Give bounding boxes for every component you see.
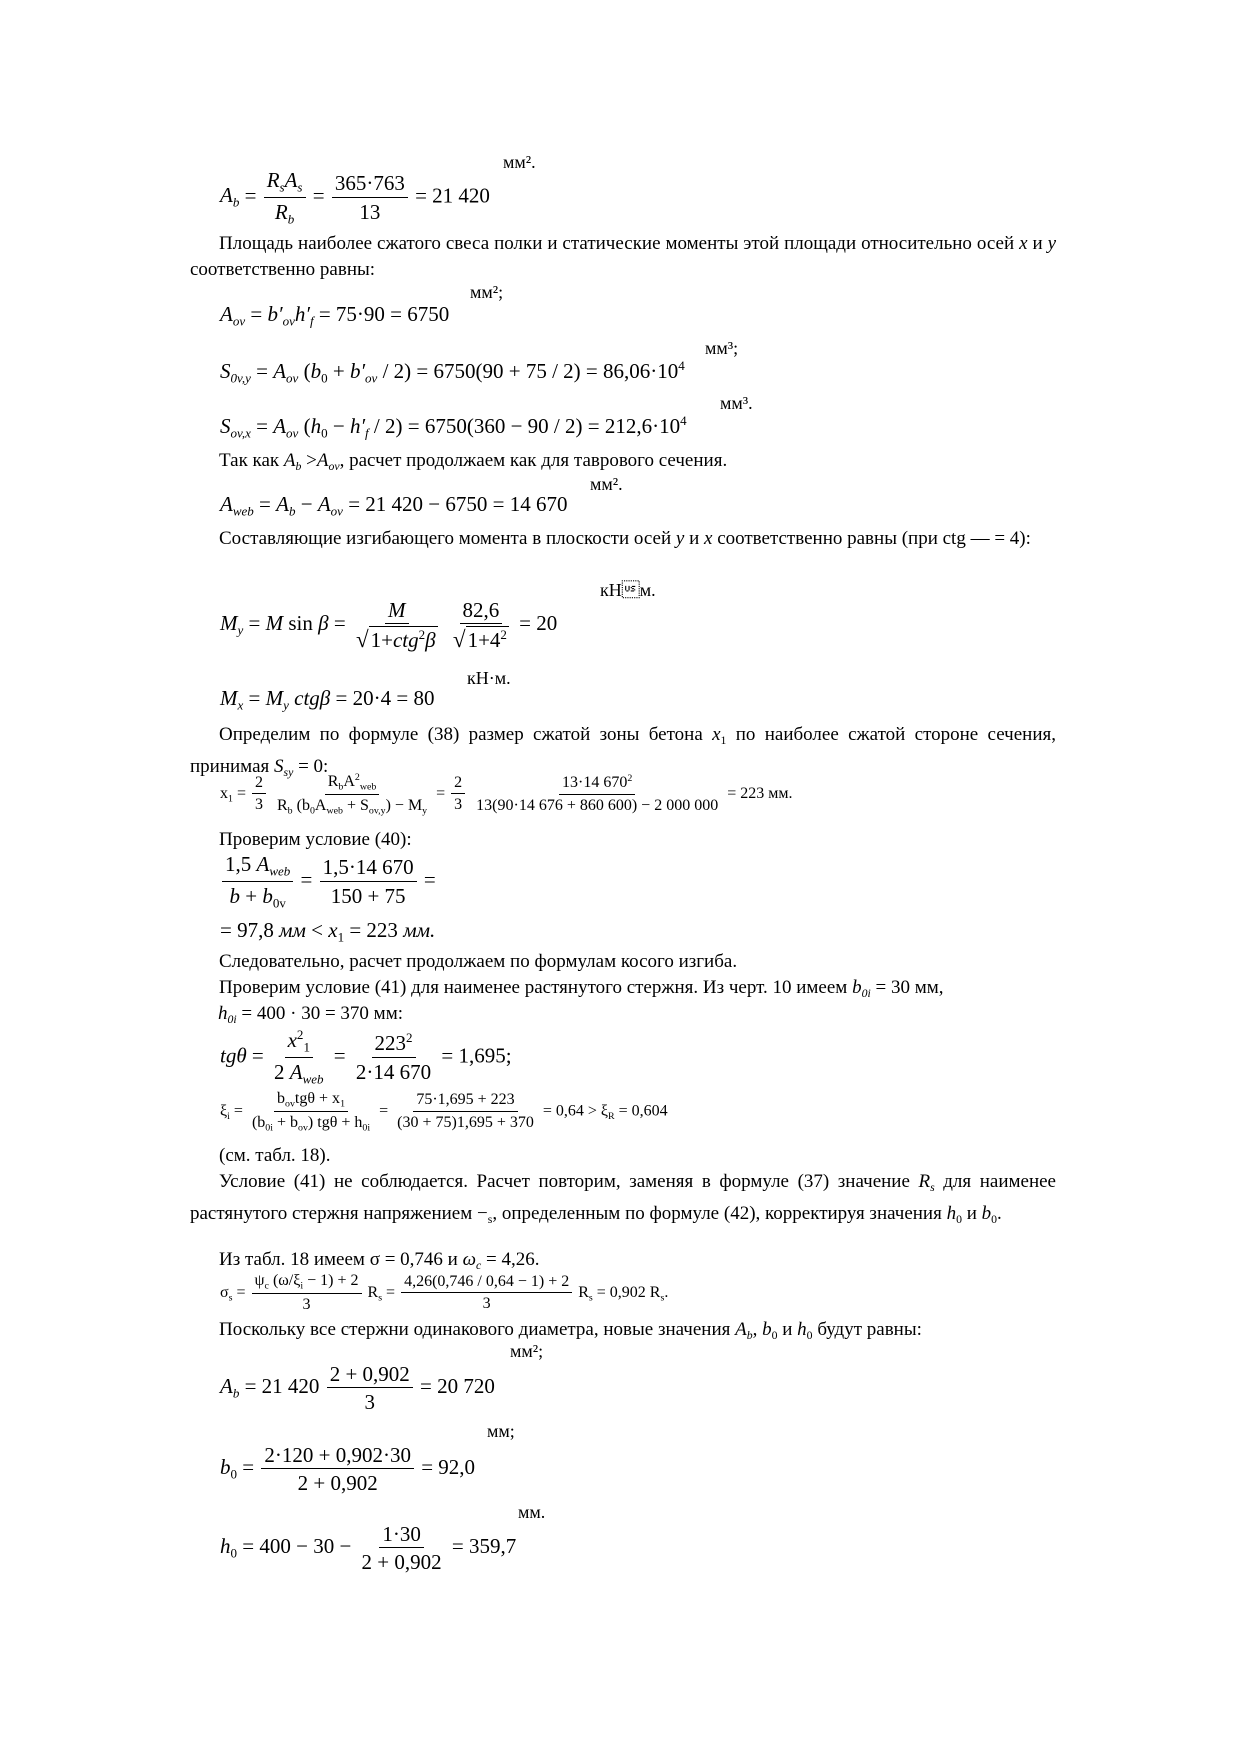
unit-label: мм²; [510, 1341, 544, 1361]
unit-label: кН м. [600, 580, 656, 600]
formula-aweb: $A_{web} = A_b - A_{ov} = 21$ 420 − 6750 = 14 670 [220, 492, 568, 519]
paragraph: Площадь наиболее сжатого свеса полки и статические моменты этой площади относительно осей x и y соответственно равны: [190, 233, 1056, 280]
formula-cond40: $\frac{1,5 A_{web}}{b + b_{0v}}$ = $\frac{1,5\cdot 14 670}{150 + 75}$ = [220, 852, 436, 911]
paragraph: Определим по формуле (38) размер сжатой зоны бетона $x_1$ по наиболее сжатой стороне сечения, принимая $S_{sy} = 0$: [190, 724, 1057, 780]
paragraph: Проверим условие (40): [219, 829, 412, 850]
unit-label: мм². [590, 474, 623, 494]
paragraph: $h_{0i} = 400 \cdot 30 = 370$ мм: [218, 1003, 403, 1027]
paragraph: (см. табл. 18). [219, 1145, 331, 1166]
unit-label: мм². [503, 152, 536, 172]
formula-my: $M_y = M$ sin β = $\frac{M}{√1+ctg^2\beta}$ $\frac{82,6}{√1+4^2}$ = 20 [220, 598, 558, 653]
unit-label: мм²; [470, 282, 504, 302]
formula-tgtheta: tgθ = $\frac{x^2_1}{2 A_{web}}$ = $\frac{223^2}{2\cdot 14 670}$ = 1,695; [220, 1027, 512, 1087]
formula-h0: $h_0 = 400 - 30$ − $\frac{1\cdot 30}{2 + 0,902}$ = 359,7 [220, 1522, 517, 1575]
unit-label: мм. [518, 1502, 546, 1522]
formula-mx: $M_x = M_y$ ctgβ = 20·4 = 80 [220, 686, 435, 713]
unit-label: мм³; [705, 338, 739, 358]
paragraph: Следовательно, расчет продолжаем по формулам косого изгиба. [219, 951, 738, 972]
unit-label: мм; [487, 1421, 515, 1441]
formula-aov: $A_{ov} = b'_{ov}h'_f = 75\cdot 90 = 6750$ [220, 302, 450, 329]
formula-sovx: $S_{ov,x} = A_{ov}$ $(h_0 - h'_f / 2) = 6750(360 - 90 / 2) = 212,6\cdot 10^4$ [220, 413, 687, 441]
formula-xi: $\xi_i$ = $\frac{b_{ov}tg\theta + x_1}{(b_{0i} + b_{ov}) tg\theta + h_{0i}}$ = $\frac{75\cdot 1,695 + 223}{(30 + 75)1,695 + 370}$ = $0,64 > \xi_R = 0,604$ [220, 1090, 668, 1134]
formula-ab-new: $A_b = 21$ 420 $\frac{2 + 0,902}{3}$ = 20 720 [220, 1362, 495, 1415]
formula-ab: $A_b$ = $\frac{R_sA_s}{R_b}$ = $\frac{365\cdot 763}{13}$ = 21 420 [220, 168, 490, 227]
paragraph: Так как $A_b >A_{ov}$, расчет продолжаем как для таврового сечения. [219, 450, 728, 474]
unit-label: мм³. [720, 393, 753, 413]
formula-x1: $x_1$ = $\frac{2}{3}$ $\frac{R_bA^2_{web}}{R_b (b_0A_{web} + S_{ov,y}) - M_y}$ = $\frac{2}{3}$ $\frac{13\cdot 14 670^2}{13(90\cdot 14 676 + 860 600) - 2 000 000}$ = 223 мм. [220, 772, 793, 817]
paragraph: Проверим условие (41) для наименее растянутого стержня. Из черт. 10 имеем $b_{0i} = 30$ мм, [219, 977, 944, 1001]
paragraph: Из табл. 18 имеем σ = 0,746 и $\omega_c = 4,26$. [219, 1249, 540, 1273]
formula-sigma: $\sigma_s$ = $\frac{\psi_c (\omega/\xi_i - 1) + 2}{3}$ $R_s$ = $\frac{4,26(0,746 / 0,64 - 1) + 2}{3}$ $R_s = 0,902$ $R_s$. [220, 1272, 669, 1313]
formula-b0: $b_0$ = $\frac{2\cdot 120 + 0,902\cdot 30}{2 + 0,902}$ = 92,0 [220, 1443, 476, 1496]
paragraph: Поскольку все стержни одинакового диаметра, новые значения $A_b$, $b_0$ и $h_0$ будут равны: [219, 1319, 922, 1343]
paragraph: Условие (41) не соблюдается. Расчет повторим, заменяя в формуле (37) значение $R_s$ для наименее растянутого стержня напряжением $-_s$, определенным по формуле (42), корректируя значения $h_0$ и $b_0$. [190, 1171, 1056, 1227]
unit-label: кН·м. [467, 668, 511, 688]
paragraph: Составляющие изгибающего момента в плоскости осей y и x соответственно равны (при ctg — = 4): [219, 528, 1031, 549]
formula-result: = 97,8 мм < $x_1 = 223$ мм. [220, 918, 436, 945]
formula-s0vy: $S_{0v,y} = A_{ov}$ $(b_0 + b'_{ov} / 2) = 6750(90 + 75 / 2) = 86,06\cdot 10^4$ [220, 358, 685, 386]
